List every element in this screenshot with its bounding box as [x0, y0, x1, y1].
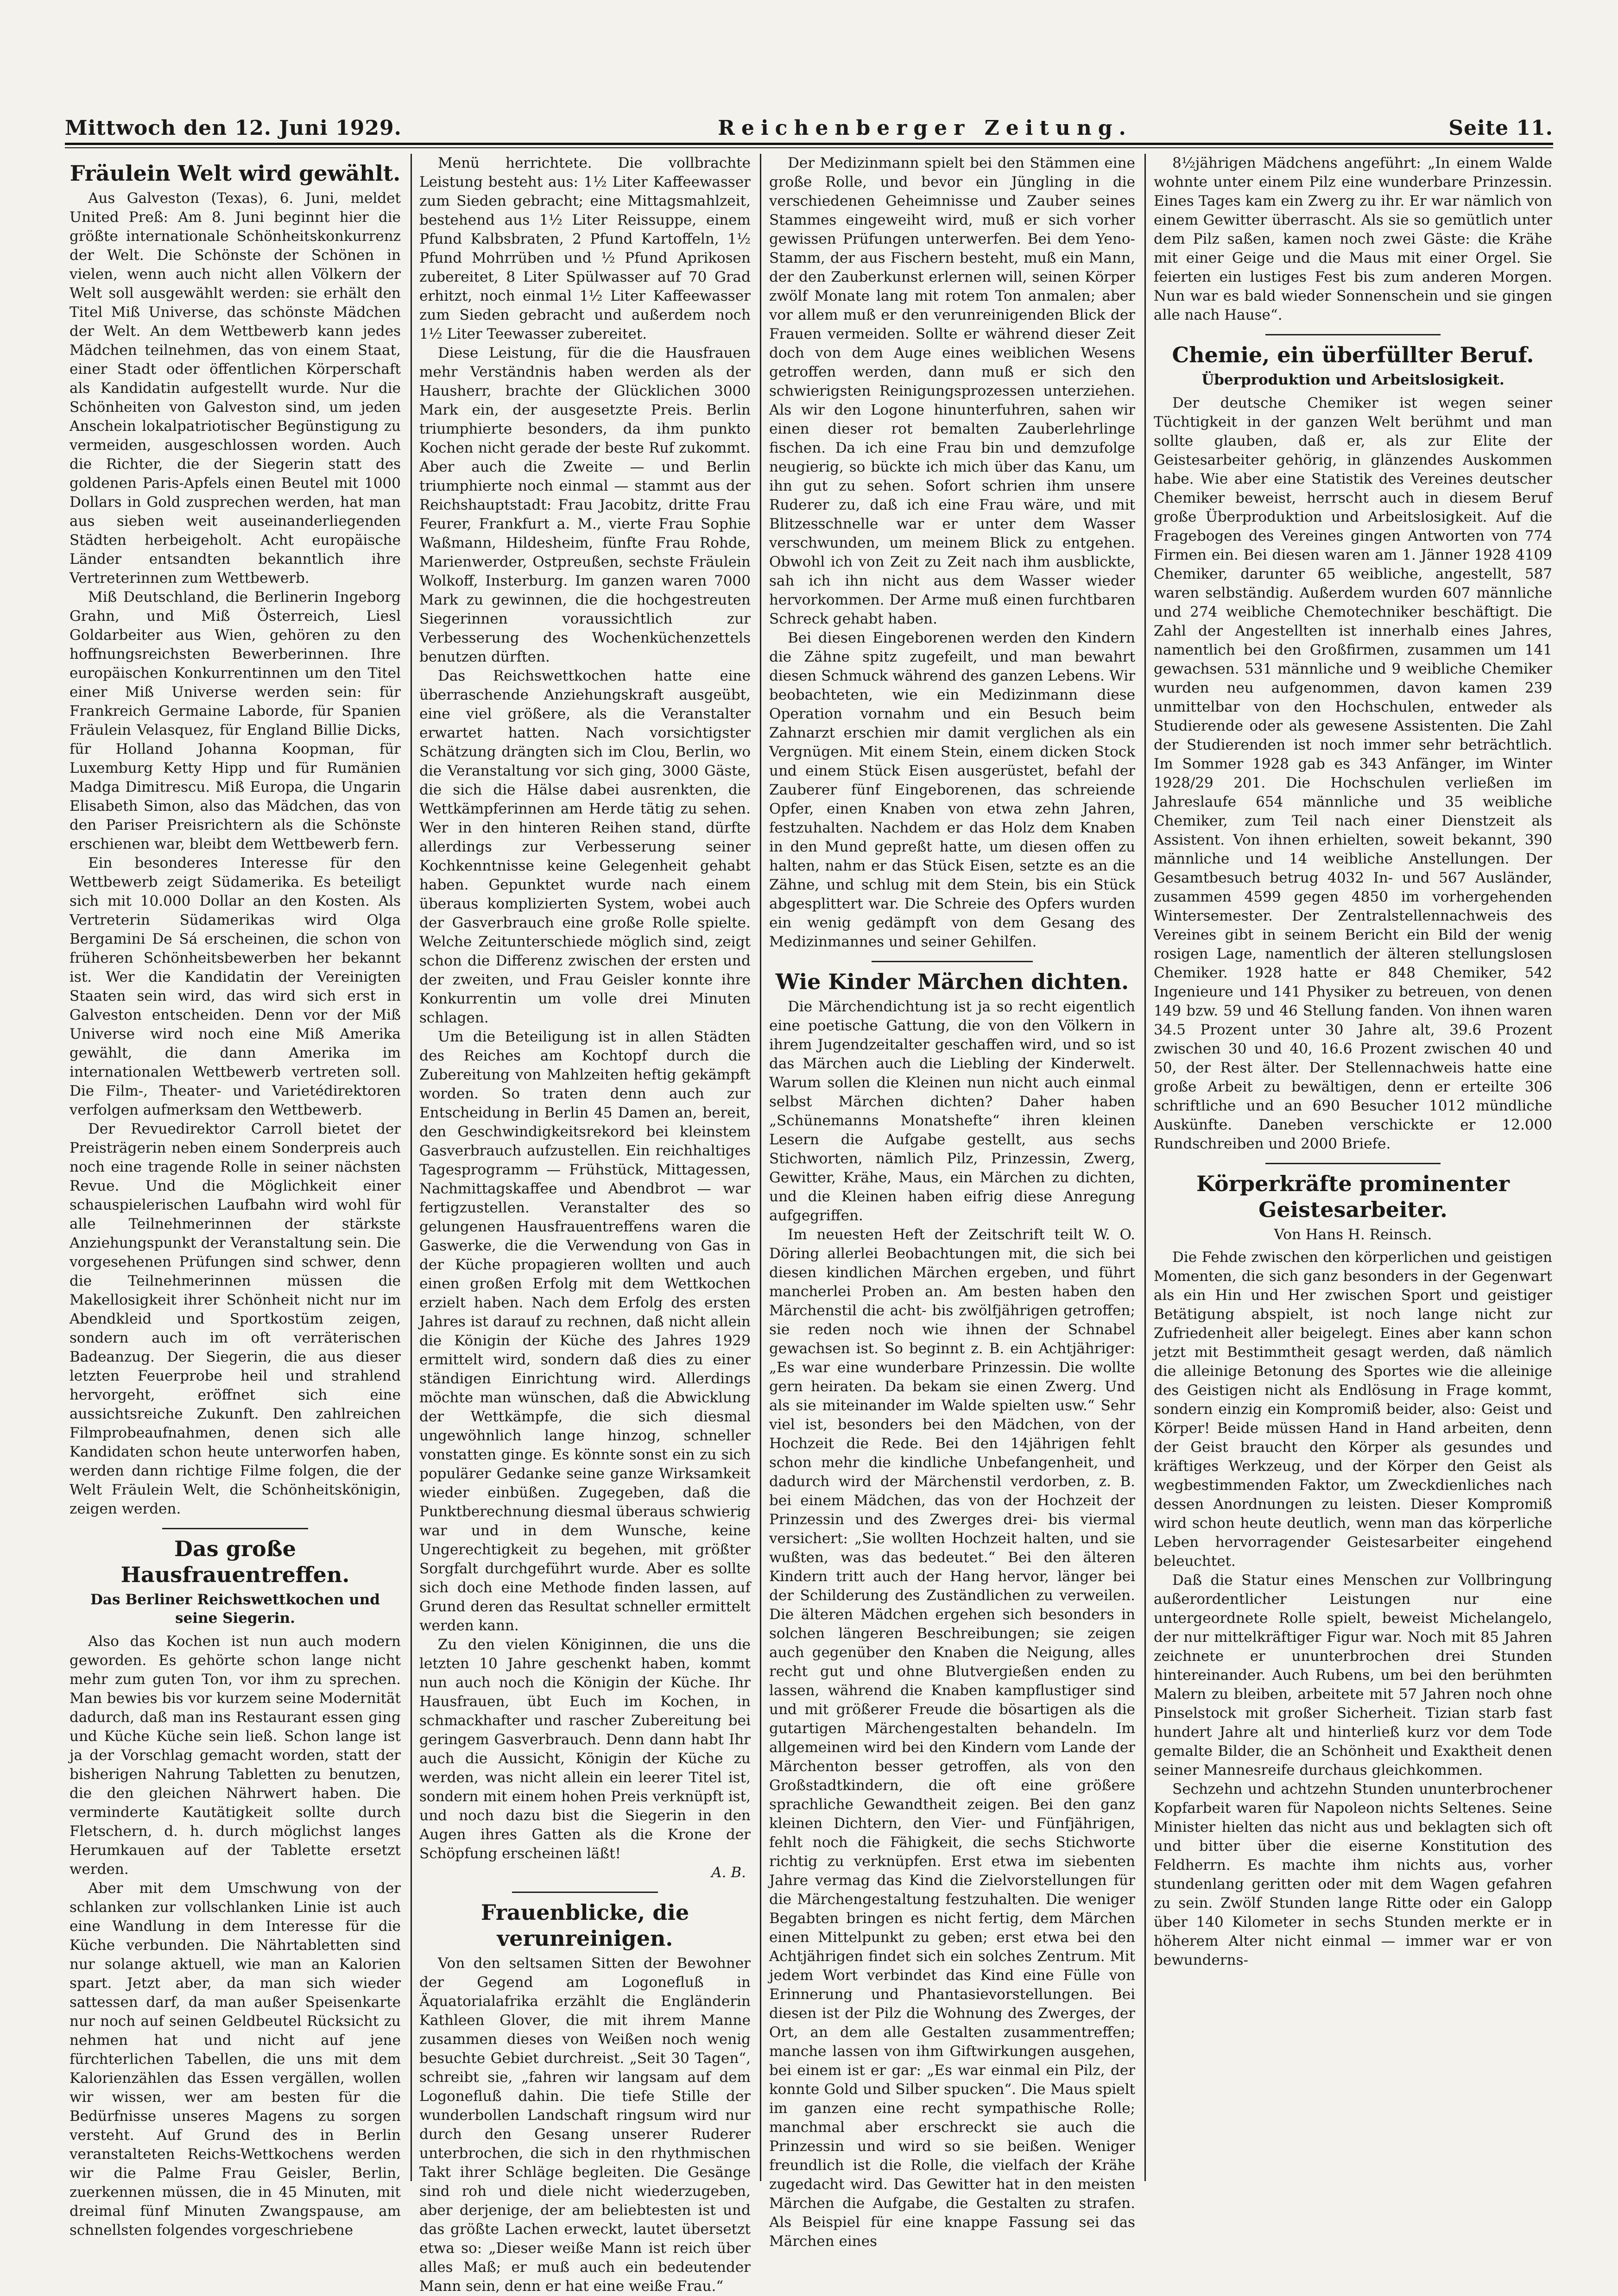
- paragraph: Bei diesen Eingeborenen werden den Kindern die Zähne spitz zugefeilt, und man bewahrt diesen Schmuck während des ganzen Lebens. Wir beobachteten, wie ein Medizinmann diese Operation vornahm und ein Besuch beim Zahnarzt erschien mir damit verglichen als ein Vergnügen. Mit einem Stein, einem dicken Stock und einem Stück Eisen ausgerüstet, befahl der Zauberer fünf Eingeborenen, das schreiende Opfer, einen Knaben von etwa zehn Jahren, festzuhalten. Nachdem er das Holz dem Knaben in den Mund gepreßt hatte, um diesen offen zu halten, nahm er das Stück Eisen, setzte es an die Zähne, und schlug mit dem Stein, bis ein Stück abgesplittert war. Die Schreie des Opfers wurden ein wenig gedämpft von dem Gesang des Medizinmannes und seiner Gehilfen.: [769, 630, 1135, 950]
- column-divider: [760, 154, 761, 2181]
- paragraph: Der deutsche Chemiker ist wegen seiner Tüchtigkeit in der ganzen Welt berühmt und man sollte glauben, daß er, als zur Elite der Geistesarbeiter gehörig, in glänzendes Auskommen habe. Wie aber eine Statistik des Vereines deutscher Chemiker beweist, herrscht auch in diesem Beruf große Überproduktion und Arbeitslosigkeit. Auf die Fragebogen des Vereines gingen Antworten von 774 Firmen ein. Bei diesen waren am 1. Jänner 1928 4109 Chemiker, darunter 65 weibliche, angestellt, 587 waren selbständig. Außerdem wurden 607 männliche und 274 weibliche Chemotechniker beschäftigt. Die Zahl der Angestellten ist innerhalb eines Jahres, namentlich bei den Großfirmen, zusammen um 141 gewachsen. 531 männliche und 9 weibliche Chemiker wurden neu aufgenommen, davon kamen 239 unmittelbar von den Hochschulen, entweder als Studierende oder als gewesene Assistenten. Die Zahl der Studierenden ist noch immer sehr beträchtlich. Im Sommer 1928 gab es 343 Anfänger, im Winter 1928/29 201. Die Hochschulen verließen im Jahreslaufe 654 männliche und 35 weibliche Chemiker, zum Teil nach einer Dienstzeit als Assistent. Von ihnen erhielten, soweit bekannt, 390 männliche und 14 weibliche Anstellungen. Der Gesamtbesuch betrug 4032 In- und 567 Ausländer, zusammen 4599 gegen 4850 im vorhergehenden Wintersemester. Der Zentralstellennachweis des Vereines gibt in seinem Bericht ein Bild der wenig rosigen Lage, namentlich der älteren stellungslosen Chemiker. 1928 hatte er 848 Chemiker, 542 Ingenieure und 141 Physiker zu betreuen, von denen 149 bzw. 59 und 46 Stellung fanden. Von ihnen waren 34.5 Prozent unter 30 Jahre alt, 39.6 Prozent zwischen 30 und 40, 16.6 Prozent zwischen 40 und 50, der Rest älter. Der Stellennachweis hatte eine große Arbeit zu bewältigen, denn er erteilte 306 schriftliche und an 690 Besucher 1012 mündliche Auskünfte. Daneben verschickte er 12.000 Rundschreiben und 2000 Briefe.: [1154, 395, 1552, 1152]
- byline: Von Hans H. Reinsch.: [1274, 1226, 1432, 1243]
- column-2: [419, 154, 751, 2295]
- subheadline: Überproduktion und Arbeitslosigkeit.: [1201, 372, 1504, 388]
- headline-fraeulein-welt: Fräulein Welt wird gewählt.: [70, 161, 401, 186]
- paragraph: Diese Leistung, für die die Hausfrauen mehr Verständnis haben werden als der Hausherr, brachte der Glücklichen 3000 Mark ein, der ausgesetzte Preis. Berlin triumphierte besonders, da ihm punkto Kochen nicht gerade der beste Ruf zukommt. Aber auch die Zweite — und Berlin triumphierte noch einmal — stammt aus der Reichshauptstadt: Frau Jacobitz, dritte Frau Feurer, Frankfurt a. M., vierte Frau Sophie Waßmann, Hildesheim, fünfte Frau Rohde, Marienwerder, Ostpreußen, sechste Fräulein Wolkoff, Insterburg. Im ganzen waren 7000 Mark zu gewinnen, die die hochgestreuten Siegerinnen voraussichtlich zur Verbesserung des Wochenküchenzettels benutzen dürften.: [419, 345, 751, 665]
- column-3: [769, 154, 1135, 2250]
- subheadline: Das Berliner Reichswettkochen und seine Siegerin.: [90, 1591, 380, 1627]
- paragraph: Im neuesten Heft der Zeitschrift teilt W. O. Döring allerlei Beobachtungen mit, die sich bei diesen kindlichen Märchen ergeben, und führt mancherlei Proben an. Am besten haben den Märchenstil die acht- bis zwölfjährigen getroffen; sie reden noch wie ihnen der Schnabel gewachsen ist. So beginnt z. B. ein Achtjähriger: „Es war eine wunderbare Prinzessin. Die wollte gern heiraten. Da bekam sie einen Zwerg. Und als sie miteinander im Walde spielten usw.“ Sehr viel ist, besonders bei den Mädchen, von der Hochzeit die Rede. Bei den 14jährigen fehlt schon mehr die kindliche Unbefangenheit, und dadurch wird der Märchenstil verdorben, z. B. bei einem Mädchen, das von der Hochzeit der Prinzessin und des Zwerges drei- bis viermal versichert: „Sie wollten Hochzeit halten, und sie wußten, was das bedeutet.“ Bei den älteren Kindern tritt auch der Hang hervor, länger bei der Schilderung des Zuständlichen zu verweilen. Die älteren Mädchen ergehen sich besonders in solchen längeren Beschreibungen; sie zeigen auch gegenüber den Knaben die Neigung, alles recht gut und ohne Blutvergießen enden zu lassen, während die Knaben kampflustiger sind und mit größerer Freude die bösartigen als die gutartigen Märchengestalten behandeln. Im allgemeinen wird bei den Kindern vom Lande der Märchenton besser getroffen, als von den Großstadtkindern, die oft eine größere sprachliche Gewandtheit zeigen. Bei den ganz kleinen Dichtern, den Vier- und Fünfjährigen, fehlt noch die Fähigkeit, die sechs Stichworte richtig zu verknüpfen. Erst etwa im siebenten Jahre vermag das Kind die Zielvorstellungen für die Märchengestaltung festzuhalten. Die weniger Begabten bringen es nicht fertig, dem Märchen einen Mittelpunkt zu geben; erst etwa bei den Achtjährigen findet sich ein solches Zentrum. Mit jedem Wort verbindet das Kind eine Fülle von Erinnerung und Phantasievorstellungen. Bei diesen ist der Pilz die Wohnung des Zwerges, der Ort, an dem alle Gestalten zusammentreffen; manche lassen von ihm Giftwirkungen ausgehen, bei einem ist er gar: „Es war einmal ein Pilz, der konnte Gold und Silber spucken“. Die Maus spielt im ganzen eine recht sympathische Rolle; manchmal aber erschreckt sie auch die Prinzessin und wird so sie beißen. Weniger freundlich ist die Rolle, die vielfach der Krähe zugedacht wird. Das Gewitter hat in den meisten Märchen die Aufgabe, die Gestalten zu strafen. Als Beispiel für eine knappe Fassung sei das Märchen eines: [769, 1226, 1135, 2250]
- masthead-rule-thin: [65, 147, 1553, 148]
- page-number: Seite 11.: [1448, 116, 1553, 140]
- paragraph: Die Fehde zwischen den körperlichen und geistigen Momenten, die sich ganz besonders in der Gegenwart als ein Hin und Her zwischen Sport und geistiger Betätigung abspielt, ist noch lange nicht zur Zufriedenheit aller beigelegt. Eines aber kann schon jetzt mit Bestimmtheit gesagt werden, daß nämlich die alleinige Betonung des Sportes wie die alleinige des Geistigen nicht als Endlösung in Frage kommt, sondern einzig ein Kompromiß beider, also: Geist und Körper! Beide müssen Hand in Hand arbeiten, denn der Geist braucht den Körper als gesundes und kräftiges Werkzeug, und der Körper den Geist als wegbestimmenden Faktor, um Zweckdienliches nach dessen Anordnungen zu leisten. Dieser Kompromiß wird schon heute deutlich, wenn man das körperliche Leben hervorragender Geistesarbeiter eingehend beleuchtet.: [1154, 1249, 1552, 1570]
- paragraph: Die Märchendichtung ist ja so recht eigentlich eine poetische Gattung, die von den Völkern in ihrem Jugendzeitalter geschaffen wird, und so ist das Märchen auch die Liebling der Kinderwelt. Warum sollen die Kleinen nun nicht auch einmal selbst Märchen dichten? Daher haben „Schünemanns Monatshefte“ ihren kleinen Lesern die Aufgabe gestellt, aus sechs Stichworten, nämlich Pilz, Prinzessin, Zwerg, Gewitter, Krähe, Maus, ein Märchen zu dichten, und die Kleinen haben eifrig diese Anregung aufgegriffen.: [769, 998, 1135, 1224]
- author-initials: A. B.: [711, 1864, 746, 1881]
- paragraph: Also das Kochen ist nun auch modern geworden. Es gehörte schon lange nicht mehr zum guten Ton, vor ihm zu sprechen. Man bewies bis vor kurzem seine Modernität dadurch, daß man ins Restaurant essen ging und Küche Küche sein ließ. Schon lange ist ja der Vorschlag gemacht worden, statt der bisherigen Nahrung Tabletten zu benutzen, die den gleichen Nährwert haben. Die verminderte Kautätigkeit sollte durch Fletschern, d. h. durch möglichst langes Herumkauen auf der Tablette ersetzt werden.: [70, 1633, 401, 1878]
- article-separator: [162, 1528, 308, 1529]
- paragraph: Aus Galveston (Texas), 6. Juni, meldet United Preß: Am 8. Juni beginnt hier die größte internationale Schönheitskonkurrenz der Welt. Die Schönste der Schönen in vielen, wenn auch nicht allen Völkern der Welt soll ausgewählt werden: sie erhält den Titel Miß Universe, das schönste Mädchen der Welt. An dem Wettbewerb kann jedes Mädchen teilnehmen, das von einem Staat, einer Stadt oder öffentlichen Körperschaft als Kandidatin aufgestellt wurde. Nur die Schönheiten von Galveston sind, um jeden Anschein lokalpatriotischer Begünstigung zu vermeiden, ausgeschlossen worden. Auch die Richter, die der Siegerin statt des goldenen Paris-Apfels einen Beutel mit 1000 Dollars in Gold zusprechen werden, hat man aus sieben weit auseinanderliegenden Städten herbeigeholt. Acht europäische Länder entsandten bekanntlich ihre Vertreterinnen zum Wettbewerb.: [70, 190, 401, 587]
- headline-kinder-maerchen: Wie Kinder Märchen dichten.: [775, 969, 1129, 994]
- article-separator: [872, 961, 1033, 962]
- paragraph: 8½jährigen Mädchens angeführt: „In einem Walde wohnte unter einem Pilz eine wunderbare Prinzessin. Eines Tages kam ein Zwerg zu ihr. Er war nämlich von einem Gewitter überrascht. Als sie so gemütlich unter dem Pilz saßen, kamen noch zwei Gäste: die Krähe mit einer Geige und die Maus mit einer Orgel. Sie feierten ein lustiges Fest bis zum anderen Morgen. Nun war es bald wieder Sonnenschein und sie gingen alle nach Hause“.: [1154, 155, 1552, 323]
- article-separator: [1265, 1163, 1441, 1164]
- paragraph: Das Reichswettkochen hatte eine überraschende Anziehungskraft ausgeübt, eine viel größere, als die Veranstalter erwartet hatten. Nach vorsichtigster Schätzung drängten sich im Clou, Berlin, wo die Veranstaltung vor sich ging, 3000 Gäste, die sich die Hälse dabei ausrenkten, die Wettkämpferinnen am Herde tätig zu sehen. Wer in den hinteren Reihen stand, dürfte allerdings zur Verbesserung seiner Kochkenntnisse keine Gelegenheit gehabt haben. Gepunktet wurde nach einem überaus komplizierten System, wobei auch der Gasverbrauch eine große Rolle spielte. Welche Zeitunterschiede möglich sind, zeigt schon die Differenz zwischen der ersten und der zweiten, und Frau Geisler konnte ihre Konkurrentin um volle drei Minuten schlagen.: [419, 668, 751, 1026]
- paragraph: Um die Beteiligung ist in allen Städten des Reiches am Kochtopf durch die Zubereitung von Mahlzeiten heftig gekämpft worden. So traten denn auch zur Entscheidung in Berlin 45 Damen an, bereit, den Geschwindigkeitsrekord bei kleinstem Gasverbrauch aufzustellen. Ein reichhaltiges Tagesprogramm — Frühstück, Mittagessen, Nachmittagskaffee und Abendbrot — war fertigzustellen. Veranstalter des so gelungenen Hausfrauentreffens waren die Gaswerke, die die Verwendung von Gas in der Küche propagieren wollten und auch einen großen Erfolg mit dem Wettkochen erzielt haben. Nach dem Erfolg des ersten Jahres ist darauf zu rechnen, daß nicht allein die Königin der Küche des Jahres 1929 ermittelt wird, sondern daß dies zu einer ständigen Einrichtung wird. Allerdings möchte man wünschen, daß die Abwicklung der Wettkämpfe, die sich diesmal ungewöhnlich lange hinzog, schneller vonstatten ginge. Es könnte sonst ein zu sich populärer Gedanke seine ganze Wirksamkeit wieder einbüßen. Zugegeben, daß die Punktberechnung diesmal überaus schwierig war und in dem Wunsche, keine Ungerechtigkeit zu begehen, mit größter Sorgfalt durchgeführt wurde. Aber es sollte sich doch eine Methode finden lassen, auf Grund deren das Resultat schneller ermittelt werden kann.: [419, 1028, 751, 1634]
- paragraph: Zu den vielen Königinnen, die uns die letzten 10 Jahre geschenkt haben, kommt nun auch noch die Königin der Küche. Ihr Hausfrauen, übt Euch im Kochen, in schmackhafter und rascher Zubereitung bei geringem Gasverbrauch. Denn dann habt Ihr auch die Aussicht, Königin der Küche zu werden, was nicht allein ein leerer Titel ist, sondern mit einem hohen Preis verknüpft ist, und noch dazu bist die Siegerin in den Augen ihres Gatten als die Krone der Schöpfung erscheinen läßt!: [419, 1636, 751, 1862]
- paragraph: Von den seltsamen Sitten der Bewohner der Gegend am Logonefluß in Äquatorialafrika erzählt die Engländerin Kathleen Glover, die mit ihrem Manne zusammen dieses von Weißen noch wenig besuchte Gebiet durchreist. „Seit 30 Tagen“, schreibt sie, „fahren wir langsam auf dem Logonefluß dahin. Die tiefe Stille der wunderbollen Landschaft ringsum wird nur durch den Gesang unserer Ruderer unterbrochen, die sich in den rhythmischen Takt ihrer Schläge begleiten. Die Gesänge sind roh und diele nicht wiederzugeben, aber derjenige, der am beliebtesten ist und das größte Lachen erweckt, lautet übersetzt etwa so: „Dieser weiße Mann ist reich über alles Maß; er muß auch ein bedeutender Mann sein, denn er hat eine weiße Frau.“: [419, 1955, 751, 2295]
- column-1: [70, 154, 401, 2239]
- masthead-rule: [65, 143, 1553, 145]
- paragraph: Der Revuedirektor Carroll bietet der Preisträgerin neben einem Sonderpreis auch noch eine tragende Rolle in seiner nächsten Revue. Und die Möglichkeit einer schauspielerischen Laufbahn wird wohl für alle Teilnehmerinnen der stärkste Anziehungspunkt der Veranstaltung sein. Die vorgesehenen Prüfungen sind schwer, denn die Teilnehmerinnen müssen die Makellosigkeit ihrer Schönheit nicht nur im Abendkleid und Sportkostüm zeigen, sondern auch im oft verräterischen Badeanzug. Der Siegerin, die aus dieser letzten Feuerprobe heil und strahlend hervorgeht, eröffnet sich eine aussichtsreiche Zukunft. Den zahlreichen Filmprobeaufnahmen, denen sich alle Kandidaten schon heute unterworfen haben, werden dann richtige Filme folgen, die der Welt Fräulein Welt, die Schönheitskönigin, zeigen werden.: [70, 1121, 401, 1517]
- paragraph: Der Medizinmann spielt bei den Stämmen eine große Rolle, und bevor ein Jüngling in die verschiedenen Geheimnisse und Zauber seines Stammes eingeweiht wird, muß er sich vorher gewissen Prüfungen unterwerfen. Bei dem Yeno-Stamm, der aus Fischern besteht, muß ein Mann, der den Zauberkunst erlernen will, seinen Körper zwölf Monate lang mit rotem Ton anmalen; aber vor allem muß er den verunreinigenden Blick der Frauen vermeiden. Sollte er während dieser Zeit doch von dem Auge eines weiblichen Wesens getroffen werden, dann muß er sich den schwierigsten Reinigungsprozessen unterziehen. Als wir den Logone hinunterfuhren, sahen wir einen dieser rot bemalten Zauberlehrlinge fischen. Da ich eine Frau bin und demzufolge neugierig, so bückte ich mich über das Kanu, um ihn gut zu sehen. Sofort schrien ihm unsere Ruderer zu, daß ich eine Frau wäre, und mit Blitzesschnelle war er unter dem Wasser verschwunden, um meinem Blick zu entgehen. Obwohl ich von Zeit zu Zeit nach ihm ausblickte, sah ich ihn nicht aus dem Wasser wieder hervorkommen. Der Arme muß einen furchtbaren Schreck gehabt haben.: [769, 155, 1135, 627]
- headline-chemie: Chemie, ein überfüllter Beruf.: [1172, 342, 1534, 367]
- paragraph: Aber mit dem Umschwung von der schlanken zur vollschlanken Linie ist auch eine Wandlung in dem Interesse für die Küche verbunden. Die Nährtabletten sind nur solange aktuell, wie man an Kalorien spart. Jetzt aber, da man sich wieder sattessen darf, da man außer Speisenkarte nur noch auf seinen Geldbeutel Rücksicht zu nehmen hat und nicht auf jene fürchterlichen Tabellen, die uns mit dem Kalorienzählen das Essen vergällen, wollen wir wissen, wer am besten für die Bedürfnisse unseres Magens zu sorgen versteht. Auf Grund des in Berlin veranstalteten Reichs-Wettkochens werden wir die Palme Frau Geisler, Berlin, zuerkennen müssen, die in 45 Minuten, mit dreimal fünf Minuten Zwangspause, am schnellsten folgendes vorgeschriebene: [70, 1880, 401, 2239]
- paragraph: Menü herrichtete. Die vollbrachte Leistung besteht aus: 1½ Liter Kaffeewasser zum Sieden gebracht; eine Mittagsmahlzeit, bestehend aus 1½ Liter Reissuppe, einem Pfund Kalbsbraten, 2 Pfund Kartoffeln, 1½ Pfund Mohrrüben und ½ Pfund Aprikosen zubereitet, 8 Liter Spülwasser auf 70 Grad erhitzt, noch einmal 1½ Liter Kaffeewasser zum Sieden gebracht und außerdem noch 1½ Liter Teewasser zubereitet.: [419, 155, 751, 342]
- masthead: [65, 107, 1553, 140]
- newspaper-name: Reichenberger Zeitung.: [718, 116, 1132, 140]
- paragraph: Ein besonderes Interesse für den Wettbewerb zeigt Südamerika. Es beteiligt sich mit 10.000 Dollar an den Kosten. Als Vertreterin Südamerikas wird Olga Bergamini De Sá erscheinen, die schon von früheren Schönheitsbewerben her bekannt ist. Wer die Kandidatin der Vereinigten Staaten sein wird, das wird sich erst in Galveston entscheiden. Denn vor der Miß Universe wird noch eine Miß Amerika gewählt, die dann Amerika im internationalen Wettbewerb vertreten soll. Die Film-, Theater- und Varietédirektoren verfolgen aufmerksam den Wettbewerb.: [70, 855, 401, 1118]
- article-separator: [512, 1892, 658, 1893]
- paragraph: Miß Deutschland, die Berlinerin Ingeborg Grahn, und Miß Österreich, Liesl Goldarbeiter aus Wien, gehören zu den hoffnungsreichsten Bewerberinnen. Ihre europäischen Konkurrentinnen um den Titel einer Miß Universe werden sein: für Frankreich Germaine Laborde, für Spanien Fräulein Velasquez, für England Billie Dicks, für Holland Johanna Koopman, für Luxemburg Ketty Hipp und für Rumänien Madga Dimitrescu. Miß Europa, die Ungarin Elisabeth Simon, also das Mädchen, das von den Pariser Preisrichtern als die Schönste erschienen war, bleibt dem Wettbewerb fern.: [70, 589, 401, 852]
- column-4: [1154, 154, 1552, 2181]
- article-separator: [1265, 334, 1441, 335]
- column-divider: [411, 154, 412, 2181]
- column-divider: [1144, 154, 1146, 2181]
- headline-hausfrauentreffen: Das große Hausfrauentreffen.: [120, 1536, 350, 1587]
- paragraph: Sechzehn und achtzehn Stunden ununterbrochener Kopfarbeit waren für Napoleon nichts Seltenes. Seine Minister hielten das nicht aus und beklagten sich oft und bitter über die eiserne Konstitution des Feldherrn. Es machte ihm nichts aus, vorher stundenlang geritten oder mit dem Wagen gefahren zu sein. Zwölf Stunden lange Ritte oder ein Galopp über 140 Kilometer in sechs Stunden merkte er in höherem Alter nicht einmal — immer war er von bewunderns-: [1154, 1781, 1552, 1968]
- paragraph: Daß die Statur eines Menschen zur Vollbringung außerordentlicher Leistungen nur eine untergeordnete Rolle spielt, beweist Michelangelo, der nur mittelkräftiger Figur war. Noch mit 85 Jahren zeichnete er ununterbrochen drei Stunden hintereinander. Auch Rubens, um bei den berühmten Malern zu bleiben, arbeitete mit 57 Jahren noch ohne Pinselstock mit großer Sicherheit. Tizian starb fast hundert Jahre alt und hinterließ kurz vor dem Tode gemalte Bilder, die an Schönheit und Exaktheit denen seiner Mannesreife durchaus gleichkommen.: [1154, 1572, 1552, 1779]
- headline-koerperkraefte: Körperkräfte prominenter Geistesarbeiter.: [1196, 1171, 1510, 1222]
- issue-date: Mittwoch den 12. Juni 1929.: [65, 116, 402, 140]
- headline-frauenblicke: Frauenblicke, die verunreinigen.: [480, 1900, 689, 1951]
